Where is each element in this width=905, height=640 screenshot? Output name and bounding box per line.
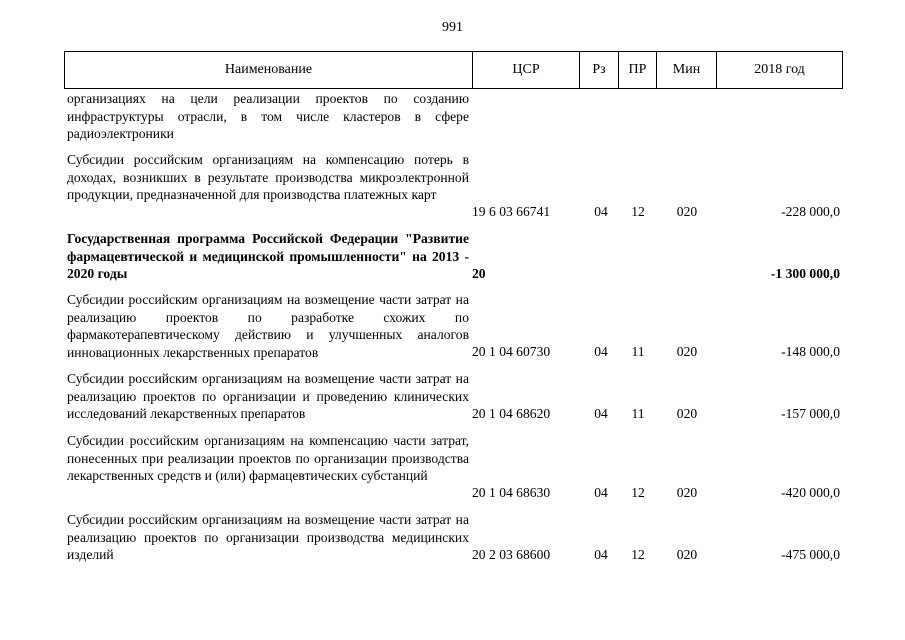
row-name: Государственная программа Российской Федерации "Развитие фармацевтической и медицинской промышленности" на 2013 - 2020 годы (67, 231, 469, 281)
row-amount: -157 000,0 (781, 406, 840, 421)
row-csr: 20 1 04 68630 (472, 485, 551, 500)
header-pr: ПР (618, 52, 656, 88)
row-amount: -420 000,0 (781, 485, 840, 500)
header-csr: ЦСР (472, 52, 579, 88)
row-csr: 20 (472, 266, 486, 281)
header-name: Наименование (224, 62, 313, 77)
row-rz: 04 (594, 406, 608, 421)
row-name: Субсидии российским организациям на возмещение части затрат на реализацию проектов по разработке схожих по фармакотерапевтическому действию и улучшенных аналогов инновационных лекарственных препаратов (67, 292, 469, 360)
row-pr: 12 (631, 204, 645, 219)
row-name: Субсидии российским организациям на компенсацию части затрат, понесенных при реализации проектов по организации производства лекарственных средств и (или) фармацевтических субстанций (67, 433, 469, 483)
row-rz: 04 (594, 485, 608, 500)
row-name: Субсидии российским организациям на компенсацию потерь в доходах, возникших в результате производства микроэлектронной продукции, предназначенной для производства платежных карт (67, 152, 469, 202)
row-csr: 20 1 04 60730 (472, 344, 551, 359)
row-min: 020 (676, 204, 698, 219)
header-year: 2018 год (716, 52, 842, 88)
row-name: Субсидии российским организациям на возмещение части затрат на реализацию проектов по организации производства медицинских изделий (67, 512, 469, 562)
row-amount: -475 000,0 (781, 547, 840, 562)
row-min: 020 (676, 547, 698, 562)
header-min: Мин (656, 52, 716, 88)
row-csr: 20 2 03 68600 (472, 547, 551, 562)
row-min: 020 (676, 344, 698, 359)
row-min: 020 (676, 485, 698, 500)
row-min: 020 (676, 406, 698, 421)
row-name: организациях на цели реализации проектов по созданию инфраструктуры отрасли, в том числе кластеров в сфере радиоэлектроники (67, 91, 469, 141)
row-csr: 19 6 03 66741 (472, 204, 551, 219)
row-amount: -148 000,0 (781, 344, 840, 359)
row-name: Субсидии российским организациям на возмещение части затрат на реализацию проектов по организации и проведению клинических исследований лекарственных препаратов (67, 371, 469, 421)
row-pr: 12 (631, 485, 645, 500)
row-rz: 04 (594, 547, 608, 562)
row-pr: 12 (631, 547, 645, 562)
row-amount: -228 000,0 (781, 204, 840, 219)
header-rz: Рз (579, 52, 618, 88)
row-rz: 04 (594, 204, 608, 219)
row-csr: 20 1 04 68620 (472, 406, 551, 421)
page-number: 991 (442, 20, 463, 35)
row-amount: -1 300 000,0 (770, 266, 840, 281)
row-pr: 11 (631, 406, 645, 421)
table-header (64, 51, 843, 89)
row-rz: 04 (594, 344, 608, 359)
row-pr: 11 (631, 344, 645, 359)
